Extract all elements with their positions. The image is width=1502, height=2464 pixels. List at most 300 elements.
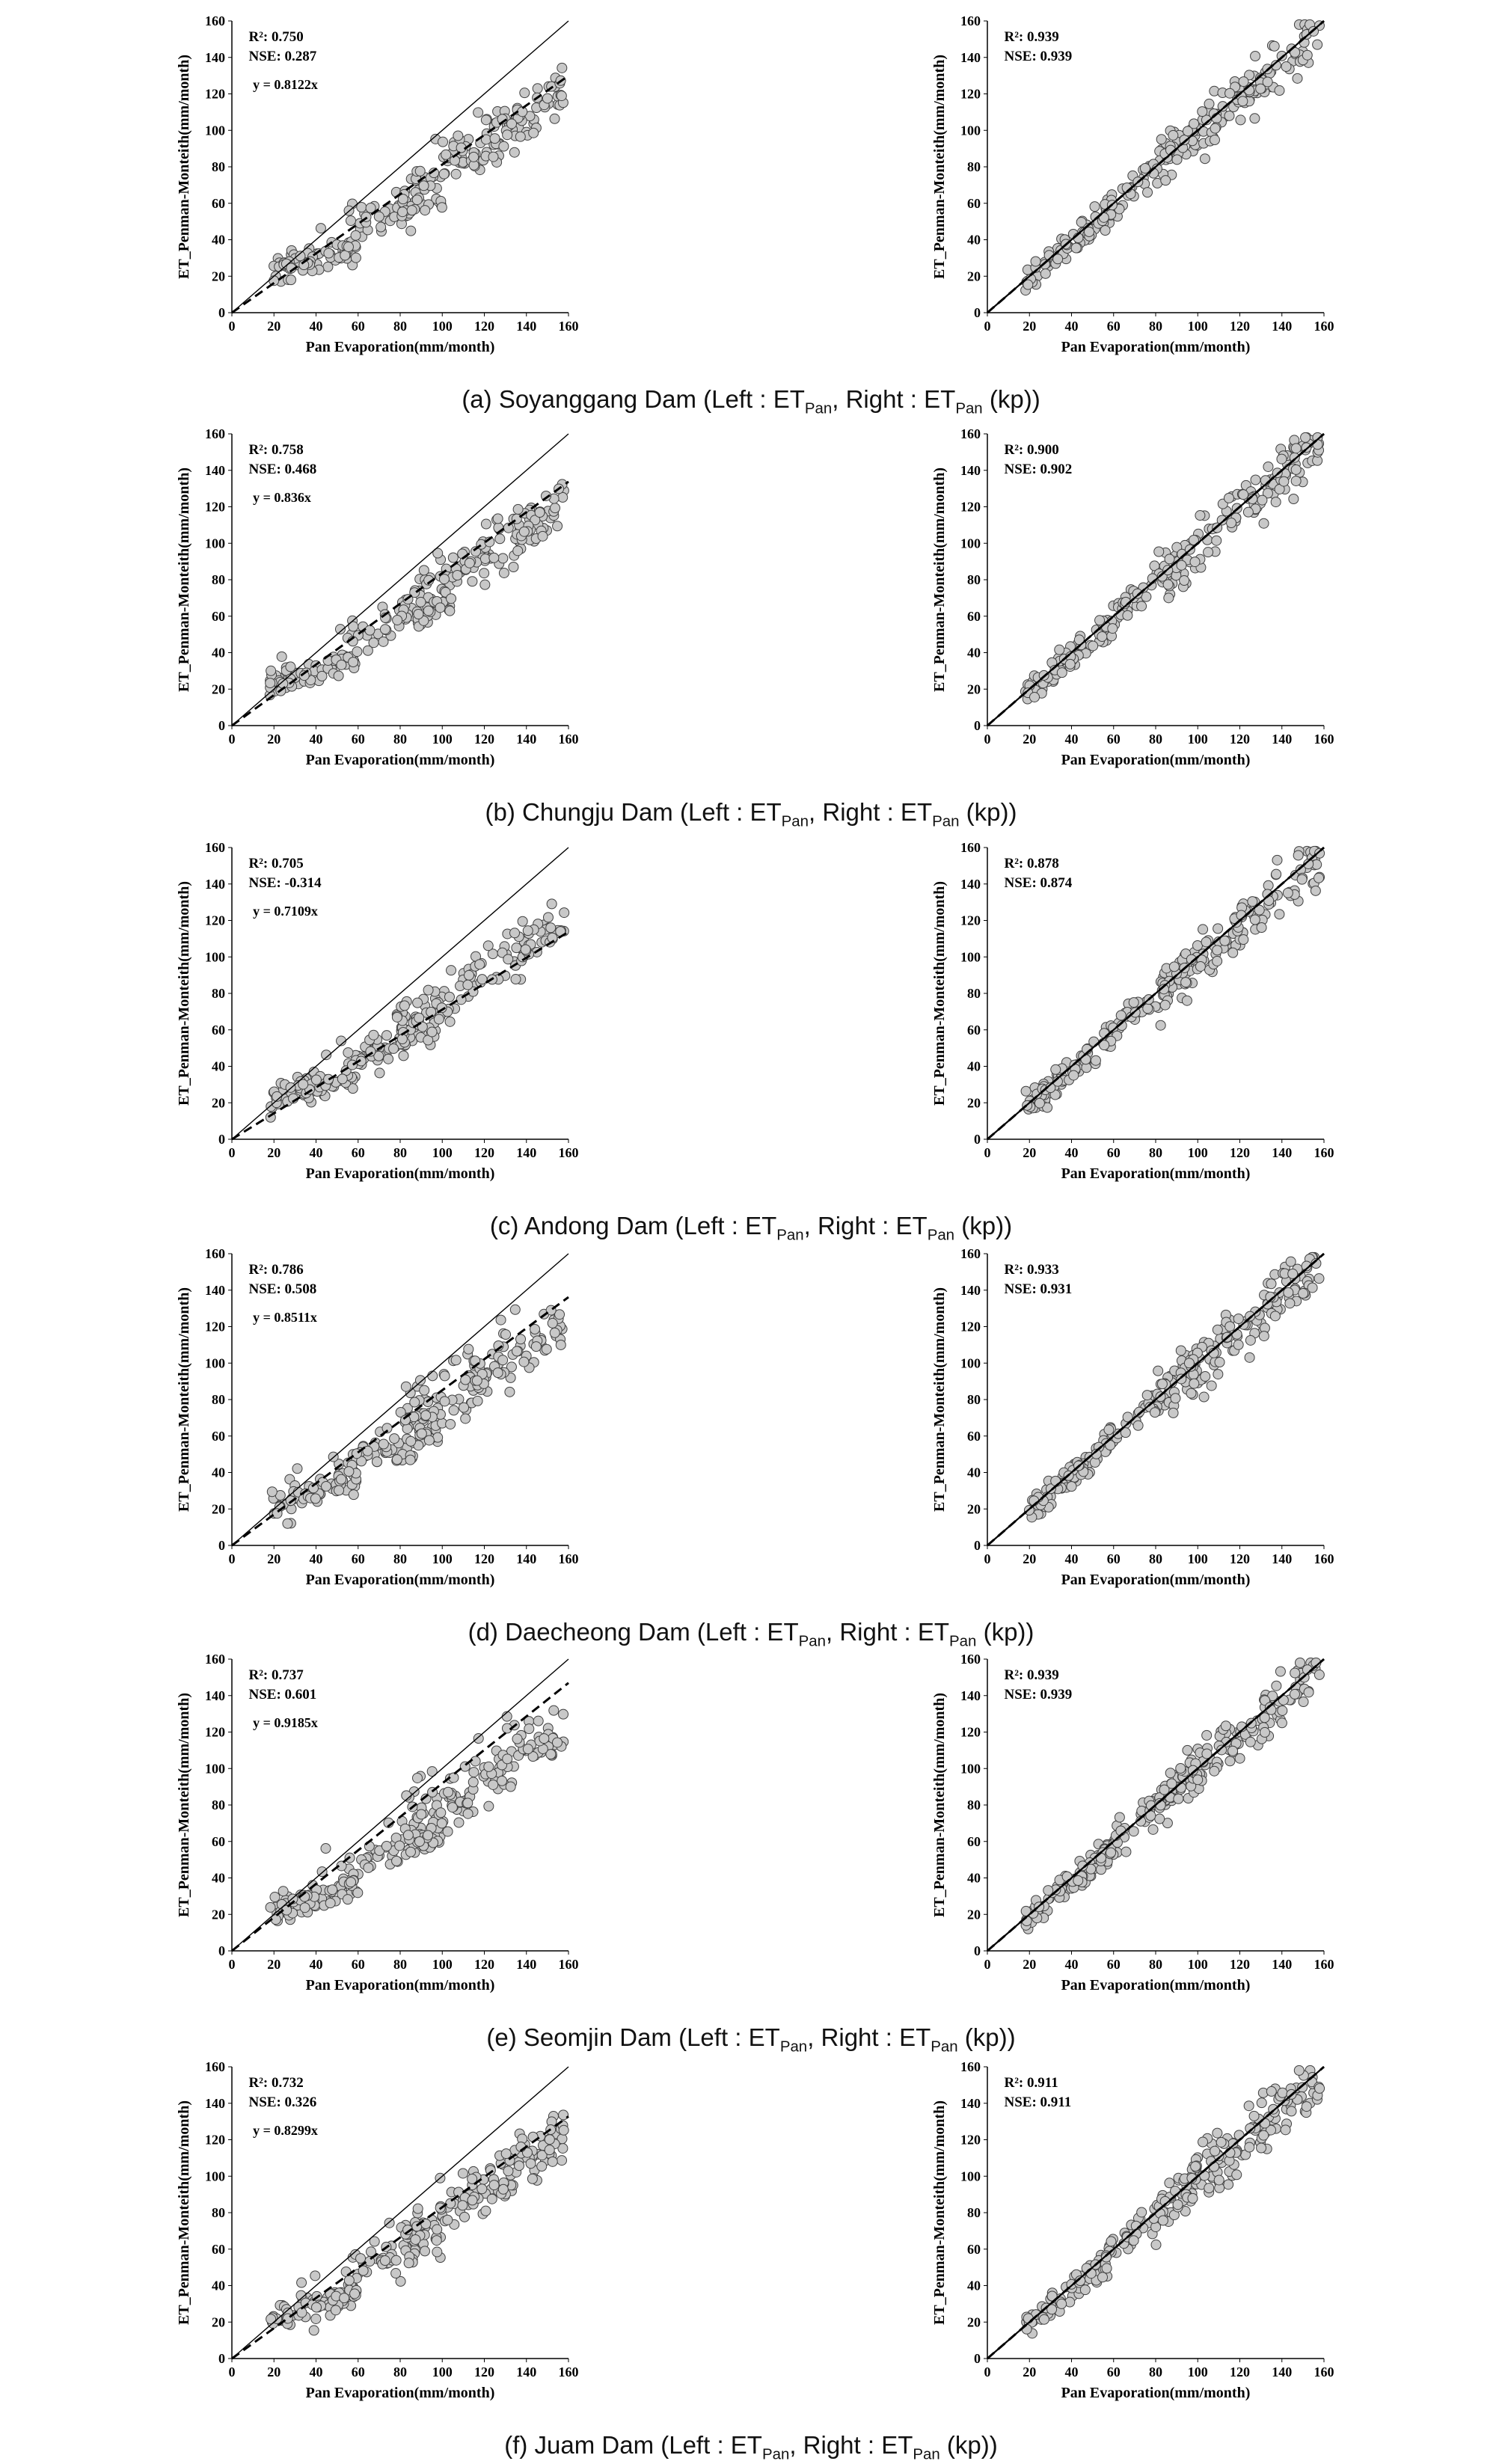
data-point <box>1266 2086 1276 2096</box>
data-point <box>1251 475 1260 485</box>
y-tick-label: 20 <box>967 269 981 284</box>
x-tick-label: 160 <box>1314 1145 1334 1160</box>
data-point <box>1106 2237 1116 2246</box>
data-point <box>440 1371 450 1381</box>
data-point <box>349 658 358 667</box>
x-tick-label: 40 <box>1064 319 1079 334</box>
data-point <box>343 1895 352 1904</box>
data-point <box>1233 1314 1243 1324</box>
data-point <box>278 1887 288 1896</box>
y-tick-label: 100 <box>205 949 225 965</box>
data-point <box>1115 1812 1124 1822</box>
data-point <box>417 1809 426 1819</box>
data-point <box>434 1014 444 1024</box>
data-point <box>1153 1366 1163 1376</box>
y-tick-label: 0 <box>974 305 981 320</box>
data-point <box>473 1734 483 1744</box>
data-point <box>489 2180 499 2190</box>
data-point <box>1159 1785 1169 1795</box>
data-point <box>518 107 527 117</box>
data-point <box>1123 610 1132 620</box>
x-tick-label: 0 <box>228 319 236 334</box>
data-point <box>1234 2130 1244 2140</box>
data-point <box>1055 645 1064 655</box>
data-point <box>1165 554 1174 564</box>
data-point <box>495 534 505 544</box>
data-point <box>1290 1689 1299 1699</box>
data-point <box>398 207 408 217</box>
x-tick-label: 80 <box>393 1551 407 1566</box>
data-point <box>384 1054 393 1064</box>
data-point <box>1023 2314 1033 2323</box>
data-point <box>1069 1070 1079 1080</box>
x-tick-label: 100 <box>432 732 453 747</box>
x-tick-label: 160 <box>558 1145 579 1160</box>
data-point <box>1051 1064 1061 1074</box>
data-point <box>413 2204 423 2213</box>
data-point <box>1308 1283 1317 1293</box>
y-tick-label: 40 <box>212 645 225 661</box>
data-point <box>352 647 362 657</box>
data-point <box>439 169 449 179</box>
x-axis-label: Pan Evaporation(mm/month) <box>1061 1572 1251 1588</box>
y-tick-label: 160 <box>205 840 225 855</box>
x-tick-label: 120 <box>474 1145 494 1160</box>
data-point <box>546 923 556 933</box>
nse-label: NSE: 0.939 <box>1004 1686 1073 1703</box>
r2-label: R²: 0.939 <box>1004 1667 1059 1683</box>
data-point <box>1158 2216 1168 2225</box>
y-tick-label: 140 <box>205 462 225 478</box>
data-point <box>1271 497 1281 507</box>
data-point <box>310 1494 320 1504</box>
y-tick-label: 80 <box>212 572 225 587</box>
x-tick-label: 20 <box>267 1957 281 1972</box>
data-point <box>498 1355 508 1365</box>
y-axis-label: ET_Penman-Monteith(mm/month) <box>931 468 948 692</box>
scatter-panel-c-left <box>165 834 583 1208</box>
data-point <box>381 1841 391 1851</box>
x-tick-label: 120 <box>1230 732 1250 747</box>
data-point <box>463 1798 473 1808</box>
data-point <box>1116 1011 1126 1020</box>
scatter-panel-c-right <box>920 834 1339 1208</box>
x-tick-label: 40 <box>1064 1145 1079 1160</box>
data-point <box>458 2201 468 2210</box>
data-point <box>1228 1746 1238 1756</box>
data-point <box>503 130 512 140</box>
data-point <box>1275 910 1284 919</box>
data-point <box>1295 1658 1305 1667</box>
data-point <box>1290 1668 1300 1678</box>
x-tick-label: 80 <box>393 319 407 334</box>
data-point <box>349 1490 358 1500</box>
y-tick-label: 80 <box>967 159 981 174</box>
x-tick-label: 160 <box>1314 732 1334 747</box>
data-point <box>443 1827 453 1836</box>
data-point <box>512 1346 522 1356</box>
y-tick-label: 120 <box>960 1724 981 1740</box>
x-tick-label: 140 <box>1272 1145 1293 1160</box>
x-tick-label: 80 <box>393 2365 407 2379</box>
data-point <box>489 553 499 563</box>
data-point <box>1302 50 1312 60</box>
data-point <box>496 1315 506 1325</box>
y-tick-label: 0 <box>974 1943 981 1958</box>
x-tick-label: 0 <box>984 1551 991 1566</box>
data-point <box>1198 2137 1208 2147</box>
x-tick-label: 120 <box>1230 1145 1250 1160</box>
y-tick-label: 160 <box>205 13 225 28</box>
data-point <box>487 2194 497 2204</box>
data-point <box>337 660 346 669</box>
data-point <box>1177 560 1186 570</box>
data-point <box>427 1027 437 1037</box>
data-point <box>407 206 417 215</box>
data-point <box>548 1318 557 1328</box>
data-point <box>1071 243 1081 253</box>
data-point <box>406 226 416 236</box>
y-tick-label: 0 <box>218 305 225 320</box>
data-point <box>499 568 509 577</box>
data-point <box>443 2215 453 2225</box>
y-tick-label: 100 <box>205 1355 225 1371</box>
x-tick-label: 100 <box>432 319 453 334</box>
data-point <box>1283 888 1293 898</box>
data-point <box>420 2246 429 2256</box>
data-point <box>468 577 477 586</box>
data-point <box>1201 937 1211 947</box>
data-point <box>1225 88 1235 98</box>
data-point <box>480 580 490 589</box>
data-point <box>391 2269 401 2278</box>
data-point <box>1034 1098 1044 1108</box>
data-point <box>1293 73 1302 83</box>
y-tick-label: 40 <box>212 2278 225 2293</box>
data-point <box>406 1436 416 1446</box>
x-tick-label: 160 <box>1314 1551 1334 1566</box>
data-point <box>1141 592 1151 601</box>
y-tick-label: 80 <box>212 986 225 1001</box>
x-tick-label: 140 <box>516 732 537 747</box>
x-tick-label: 60 <box>1106 1551 1121 1566</box>
data-point <box>1269 41 1279 51</box>
y-tick-label: 60 <box>967 1833 981 1849</box>
data-point <box>1293 851 1303 860</box>
data-point <box>392 1856 402 1866</box>
x-tick-label: 60 <box>351 319 365 334</box>
x-tick-label: 120 <box>1230 319 1250 334</box>
data-point <box>545 2135 554 2145</box>
data-point <box>1301 432 1311 442</box>
data-point <box>1207 1381 1216 1391</box>
x-tick-label: 80 <box>1149 1145 1162 1160</box>
data-point <box>1313 40 1322 49</box>
data-point <box>375 1068 384 1078</box>
data-point <box>473 1396 482 1406</box>
data-point <box>453 571 462 580</box>
data-point <box>297 2278 307 2287</box>
y-tick-label: 100 <box>205 2169 225 2184</box>
y-tick-label: 120 <box>205 2132 225 2148</box>
data-point <box>1030 692 1040 702</box>
y-tick-label: 40 <box>212 1058 225 1074</box>
data-point <box>1202 1730 1212 1740</box>
data-point <box>1224 493 1233 503</box>
data-point <box>414 1013 424 1023</box>
data-point <box>436 1808 446 1818</box>
scatter-plot <box>920 1240 1339 1614</box>
data-point <box>1297 874 1307 884</box>
data-point <box>1097 632 1107 642</box>
y-tick-label: 140 <box>960 1282 981 1298</box>
x-tick-label: 20 <box>1023 732 1037 747</box>
y-tick-label: 120 <box>205 1724 225 1740</box>
y-tick-label: 100 <box>960 949 981 965</box>
scatter-panel-a-right <box>920 7 1339 381</box>
data-point <box>401 1382 411 1391</box>
data-point <box>557 63 567 73</box>
data-point <box>1245 1352 1254 1362</box>
y-tick-label: 40 <box>212 232 225 248</box>
scatter-plot <box>165 7 583 381</box>
regression-line <box>232 76 568 313</box>
data-point <box>1173 2200 1183 2210</box>
data-point <box>510 1305 520 1314</box>
data-point <box>321 1844 331 1854</box>
data-point <box>493 1368 503 1378</box>
y-axis-label: ET_Penman-Monteith(mm/month) <box>931 55 948 279</box>
data-point <box>428 1371 438 1381</box>
x-tick-label: 100 <box>432 2365 453 2379</box>
y-tick-label: 140 <box>960 462 981 478</box>
x-axis-label: Pan Evaporation(mm/month) <box>305 2385 495 2401</box>
x-axis-label: Pan Evaporation(mm/month) <box>1061 1977 1251 1993</box>
x-tick-label: 0 <box>984 2365 991 2379</box>
data-point <box>1224 111 1234 120</box>
data-point <box>441 150 451 159</box>
data-point <box>1088 641 1098 651</box>
data-point <box>501 2149 511 2159</box>
data-point <box>550 1328 560 1337</box>
x-axis-label: Pan Evaporation(mm/month) <box>305 1165 495 1182</box>
data-point <box>437 1818 447 1828</box>
data-point <box>372 1457 381 1467</box>
scatter-plot <box>920 834 1339 1208</box>
data-point <box>498 2184 508 2194</box>
data-point <box>1263 880 1273 890</box>
nse-label: NSE: 0.468 <box>248 461 317 477</box>
data-point <box>1314 1274 1324 1284</box>
y-tick-label: 80 <box>967 572 981 587</box>
data-point <box>469 152 479 162</box>
data-point <box>538 531 548 541</box>
data-point <box>350 2289 360 2299</box>
x-tick-label: 100 <box>432 1145 453 1160</box>
data-point <box>497 1776 507 1786</box>
data-point <box>545 2145 554 2155</box>
regression-equation: y = 0.8299x <box>253 2123 318 2138</box>
data-point <box>1129 998 1138 1008</box>
data-point <box>1163 580 1173 589</box>
data-point <box>533 84 542 94</box>
y-axis-label: ET_Penman-Monteith(mm/month) <box>931 1287 948 1512</box>
data-point <box>460 2212 470 2222</box>
data-point <box>524 1724 534 1734</box>
r2-label: R²: 0.737 <box>248 1667 304 1683</box>
scatter-panel-b-right <box>920 420 1339 794</box>
y-tick-label: 140 <box>960 1688 981 1703</box>
y-tick-label: 80 <box>212 159 225 174</box>
data-point <box>1277 454 1287 464</box>
data-point <box>1183 1745 1192 1755</box>
x-tick-label: 20 <box>267 2365 281 2379</box>
y-tick-label: 0 <box>218 1943 225 1958</box>
x-tick-label: 160 <box>1314 2365 1334 2379</box>
y-tick-label: 140 <box>205 2095 225 2111</box>
data-point <box>553 1738 563 1747</box>
data-point <box>267 1487 277 1497</box>
x-tick-label: 60 <box>351 2365 365 2379</box>
x-tick-label: 120 <box>474 2365 494 2379</box>
data-point <box>421 1411 431 1421</box>
r2-label: R²: 0.786 <box>248 1261 304 1278</box>
y-tick-label: 160 <box>205 1652 225 1667</box>
data-point <box>351 230 361 240</box>
y-tick-label: 60 <box>212 1833 225 1849</box>
y-tick-label: 60 <box>212 1022 225 1038</box>
data-point <box>1232 2170 1242 2180</box>
data-point <box>331 2305 340 2315</box>
data-point <box>503 954 513 964</box>
y-tick-label: 80 <box>212 1798 225 1812</box>
y-tick-label: 100 <box>205 536 225 551</box>
data-point <box>1236 115 1245 125</box>
data-point <box>1299 1697 1308 1707</box>
data-point <box>535 508 545 518</box>
y-axis-label: ET_Penman-Monteith(mm/month) <box>176 55 192 279</box>
data-point <box>1204 99 1214 108</box>
data-point <box>1164 593 1174 603</box>
data-point <box>1239 935 1248 945</box>
data-point <box>501 1330 511 1340</box>
data-point <box>1165 1768 1175 1778</box>
data-point <box>415 1376 425 1385</box>
data-point <box>1143 1004 1153 1014</box>
x-tick-label: 80 <box>1149 319 1162 334</box>
data-point <box>397 1034 407 1043</box>
data-point <box>1270 1311 1280 1321</box>
data-point <box>1210 123 1220 133</box>
data-point <box>1259 1331 1269 1341</box>
data-point <box>542 94 552 103</box>
data-point <box>1176 1346 1186 1355</box>
data-point <box>1287 2106 1296 2116</box>
data-point <box>498 554 508 563</box>
data-point <box>557 91 566 101</box>
data-point <box>1257 2143 1266 2153</box>
x-tick-label: 80 <box>393 1145 407 1160</box>
scatter-panel-f-left <box>165 2053 583 2427</box>
nse-label: NSE: 0.601 <box>248 1686 317 1703</box>
data-point <box>1263 462 1273 471</box>
data-point <box>449 1406 459 1415</box>
x-axis-label: Pan Evaporation(mm/month) <box>305 752 495 768</box>
data-point <box>312 2302 322 2312</box>
data-point <box>266 1902 275 1912</box>
data-point <box>537 2162 547 2172</box>
x-tick-label: 20 <box>267 1551 281 1566</box>
scatter-plot <box>165 2053 583 2427</box>
data-point <box>511 975 521 984</box>
x-tick-label: 160 <box>558 1957 579 1972</box>
y-tick-label: 60 <box>967 1022 981 1038</box>
data-point <box>1137 2207 1147 2217</box>
data-point <box>325 1898 335 1908</box>
data-point <box>322 1481 331 1491</box>
panel-caption: (c) Andong Dam (Left : $ET_{Pan}$, Right : $ET_{Pan}$ (kp)) <box>489 1212 1013 1244</box>
data-point <box>292 1464 302 1474</box>
data-point <box>1021 1086 1031 1096</box>
data-point <box>1176 1764 1186 1774</box>
data-point <box>1065 659 1075 669</box>
x-axis-label: Pan Evaporation(mm/month) <box>1061 2385 1251 2401</box>
data-point <box>513 546 523 556</box>
data-point <box>1245 2142 1254 2152</box>
y-tick-label: 40 <box>967 2278 981 2293</box>
data-point <box>1182 996 1192 1005</box>
y-tick-label: 120 <box>960 499 981 515</box>
data-point <box>1172 155 1182 165</box>
x-tick-label: 100 <box>1187 1957 1208 1972</box>
data-point <box>1171 1394 1180 1403</box>
nse-label: NSE: -0.314 <box>248 874 322 891</box>
data-point <box>1198 107 1207 117</box>
panel-caption: (d) Daecheong Dam (Left : $ET_{Pan}$, Right : $ET_{Pan}$ (kp)) <box>468 1618 1034 1650</box>
scatter-plot <box>165 420 583 794</box>
x-tick-label: 60 <box>1106 1145 1121 1160</box>
y-tick-label: 140 <box>205 49 225 65</box>
data-point <box>1272 1681 1281 1691</box>
data-point <box>402 1423 412 1433</box>
data-point <box>514 2161 524 2171</box>
data-point <box>463 980 473 990</box>
data-point <box>317 671 327 681</box>
data-point <box>432 2247 442 2257</box>
data-point <box>556 1340 565 1349</box>
data-point <box>464 1344 473 1354</box>
data-point <box>1278 2088 1287 2097</box>
data-point <box>410 1397 420 1407</box>
x-tick-label: 60 <box>351 1145 365 1160</box>
data-point <box>423 606 433 616</box>
x-tick-label: 140 <box>1272 732 1293 747</box>
data-point <box>1224 2180 1233 2189</box>
x-tick-label: 40 <box>309 1145 323 1160</box>
y-axis-label: ET_Penman-Monteith(mm/month) <box>931 1693 948 1917</box>
data-point <box>1121 1847 1131 1857</box>
nse-label: NSE: 0.911 <box>1004 2094 1072 2110</box>
x-tick-label: 40 <box>309 2365 323 2379</box>
data-point <box>1291 444 1301 453</box>
data-point <box>1195 511 1205 521</box>
data-point <box>1168 1408 1178 1418</box>
x-tick-label: 160 <box>558 319 579 334</box>
x-tick-label: 0 <box>228 2365 236 2379</box>
scatter-panel-d-left <box>165 1240 583 1614</box>
y-tick-label: 20 <box>212 1907 225 1922</box>
data-point <box>415 166 425 176</box>
